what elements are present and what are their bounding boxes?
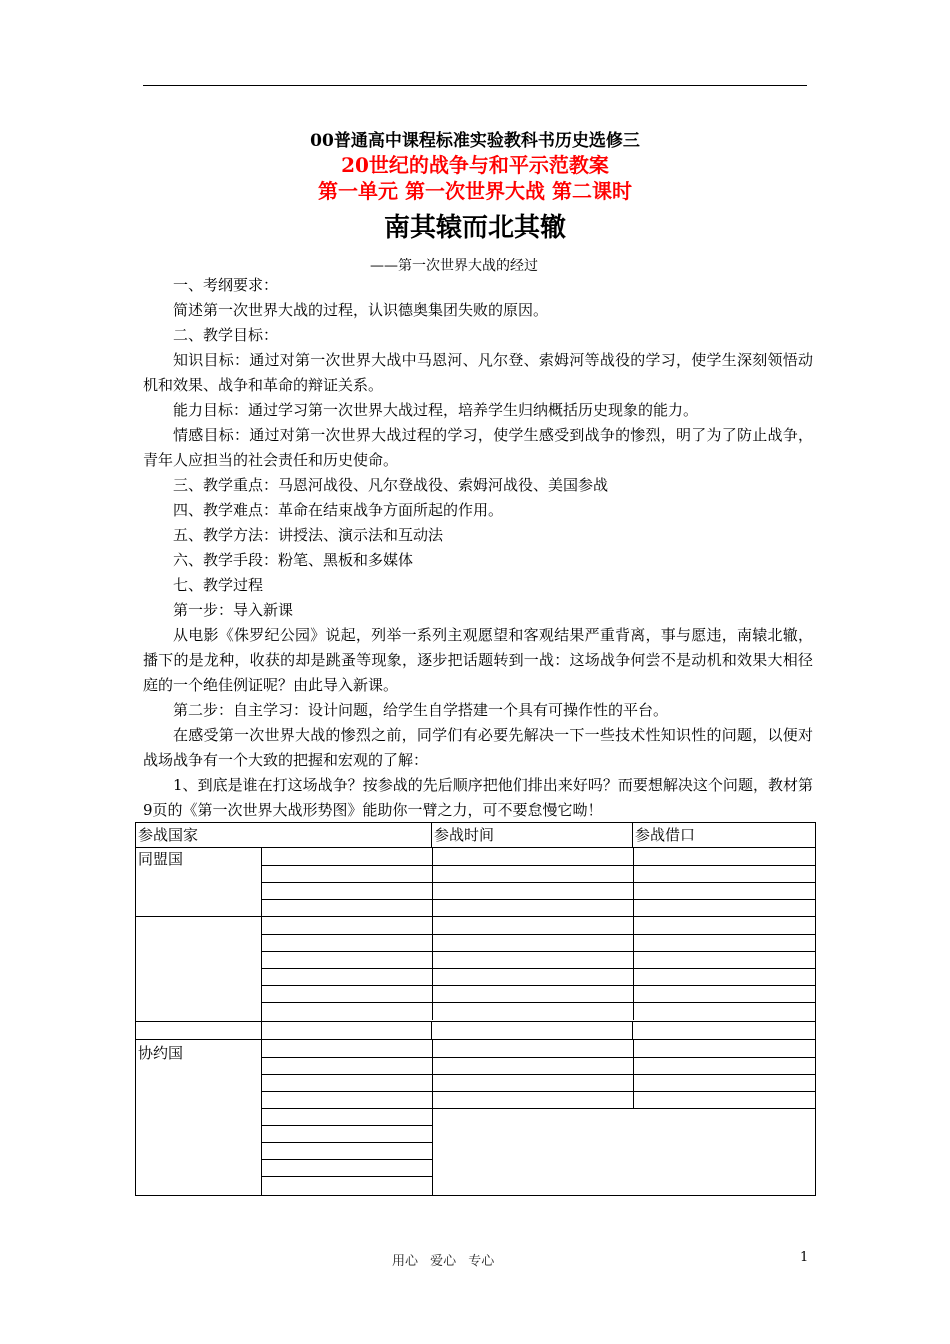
lesson-body: [143, 273, 813, 823]
table-header-row: [136, 823, 816, 848]
footer-motto: 用心 爱心 专心: [392, 1254, 495, 1269]
paragraph: 能力目标：通过学习第一次世界大战过程，培养学生归纳概括历史现象的能力。: [173, 401, 699, 419]
page-number: 1: [800, 1250, 809, 1265]
paragraph: 第二步：自主学习：设计问题，给学生自学搭建一个具有可操作性的平台。: [173, 701, 669, 719]
header-rule: [143, 85, 807, 86]
paragraph: 五、教学方法：讲授法、演示法和互动法: [173, 526, 444, 544]
group-label-central: 同盟国: [136, 848, 262, 917]
paragraph: 从电影《侏罗纪公园》说起，列举一系列主观愿望和客观结果严重背离，事与愿违，南辕北辙，播下的是龙种，收获的却是跳蚤等现象，逐步把话题转到一战：这场战争何尝不是动机和效果大相径庭的一个绝佳例证呢？由此导入新课。: [143, 626, 813, 694]
paragraph: 四、教学难点：革命在结束战争方面所起的作用。: [173, 501, 504, 519]
header-excuse: 参战借口: [633, 823, 816, 848]
book-title: 20世纪的战争与和平示范教案: [341, 153, 609, 177]
paragraph: 三、教学重点：马恩河战役、凡尔登战役、索姆河战役、美国参战: [173, 476, 609, 494]
group-label-empty: [136, 1022, 262, 1040]
lesson-subtitle: ——第一次世界大战的经过: [370, 258, 538, 274]
paragraph: 七、教学过程: [173, 576, 264, 594]
table-row: [136, 1022, 816, 1040]
paragraph: 在感受第一次世界大战的惨烈之前，同学们有必要先解决一下一些技术性知识性的问题，以便对战场战争有一个大致的把握和宏观的了解：: [143, 726, 813, 769]
table-row: [136, 1040, 816, 1196]
table-row: [136, 848, 816, 917]
paragraph: 六、教学手段：粉笔、黑板和多媒体: [173, 551, 414, 569]
paragraph: 情感目标：通过对第一次世界大战过程的学习，使学生感受到战争的惨烈，明了为了防止战争，青年人应担当的社会责任和历史使命。: [143, 426, 813, 469]
paragraph: 二、教学目标：: [173, 326, 279, 344]
header-time: 参战时间: [432, 823, 633, 848]
paragraph: 第一步：导入新课: [173, 601, 294, 619]
series-title: 00普通高中课程标准实验教科书历史选修三: [310, 131, 640, 151]
group-label-empty: [136, 917, 262, 1022]
group-label-entente: 协约国: [136, 1040, 262, 1196]
paragraph: 简述第一次世界大战的过程，认识德奥集团失败的原因。: [173, 301, 549, 319]
lesson-title: 南其辕而北其辙: [383, 213, 566, 243]
paragraph: 知识目标：通过对第一次世界大战中马恩河、凡尔登、索姆河等战役的学习，使学生深刻领悟动机和效果、战争和革命的辩证关系。: [143, 351, 813, 394]
header-country: 参战国家: [136, 823, 432, 848]
paragraph: 1、到底是谁在打这场战争？按参战的先后顺序把他们排出来好吗？而要想解决这个问题，教材第9页的《第一次世界大战形势图》能助你一臂之力，可不要怠慢它呦！: [143, 776, 813, 819]
table-row: [136, 917, 816, 1022]
paragraph: 一、考纲要求：: [173, 276, 279, 294]
unit-title: 第一单元 第一次世界大战 第二课时: [318, 179, 632, 203]
participants-table: [135, 822, 816, 1196]
